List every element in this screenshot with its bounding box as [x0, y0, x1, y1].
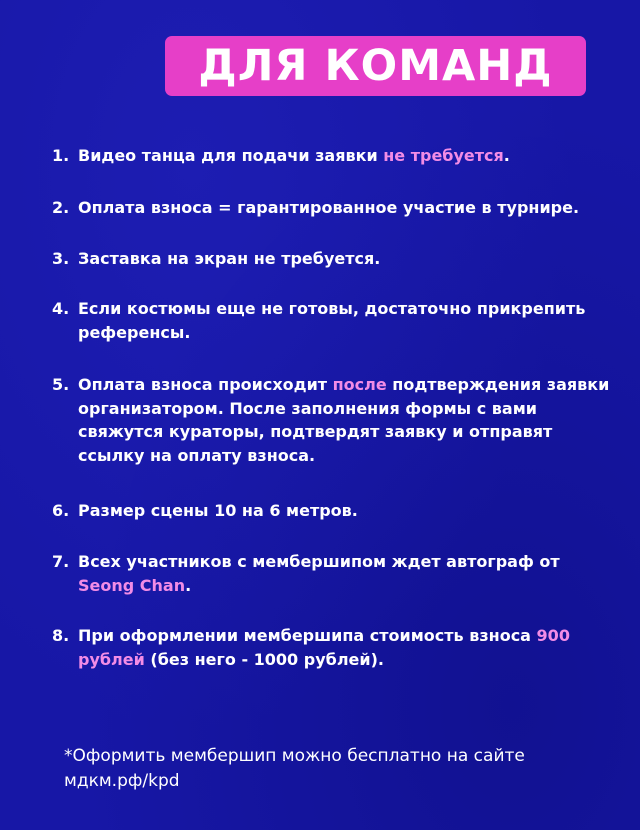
rule-text [78, 373, 612, 467]
rule-highlight: после [332, 375, 387, 394]
rule-text [78, 297, 612, 344]
rule-number: 3. [52, 249, 70, 268]
footer-note [64, 744, 604, 794]
rule-text [78, 499, 612, 523]
rule-text-part: подтверждения заявки организатором. После заполнения формы с вами свяжутся кураторы, подтвердят заявку и отправят ссылку на оплату взноса. [78, 375, 610, 465]
rule-item-7 [52, 550, 612, 597]
rule-text-part: Оплата взноса происходит [78, 375, 333, 394]
footer-line-1: *Оформить мембершип можно бесплатно на сайте [64, 746, 525, 766]
rule-item-2 [52, 196, 612, 220]
rule-text-part: Заставка на экран не требуется. [78, 249, 381, 268]
footer-link-text: мдкм.рф/kpd [64, 771, 180, 791]
rule-text-part: . [503, 146, 510, 165]
rule-item-8 [52, 624, 612, 671]
rule-text-part: Размер сцены 10 на 6 метров. [78, 501, 358, 520]
rule-text [78, 196, 612, 220]
rule-text-part: . [185, 575, 192, 595]
rule-number: 4. [52, 299, 70, 318]
page-title: ДЛЯ КОМАНД [198, 40, 553, 91]
rule-number: 2. [52, 198, 70, 217]
rule-text-part: Видео танца для подачи заявки [78, 146, 384, 165]
rule-text-part: (без него - 1000 рублей). [144, 649, 384, 669]
rule-number: 8. [52, 626, 70, 645]
rule-number: 7. [52, 552, 70, 571]
rule-text-part: Если костюмы еще не готовы, достаточно прикрепить референсы. [78, 299, 586, 342]
rule-item-3 [52, 247, 612, 271]
rule-text [78, 624, 612, 671]
rule-text-part: При оформлении мембершипа стоимость взноса [78, 626, 537, 645]
rule-item-1 [52, 144, 612, 168]
rule-item-5 [52, 373, 612, 467]
rule-number: 6. [52, 501, 70, 520]
rule-number: 5. [52, 375, 70, 394]
rule-text [78, 144, 612, 168]
rule-text [78, 247, 612, 271]
rule-highlight: 900 рублей [78, 626, 570, 669]
rule-text-part: Оплата взноса = гарантированное участие в турнире. [78, 198, 580, 217]
rule-highlight: не требуется [383, 146, 504, 165]
rule-text-part: Всех участников с мембершипом ждет автограф от [78, 552, 560, 571]
rule-text [78, 550, 612, 597]
rule-item-6 [52, 499, 612, 523]
rule-number: 1. [52, 146, 70, 165]
rule-highlight: Seong Chan [78, 575, 186, 595]
rule-item-4 [52, 297, 612, 344]
